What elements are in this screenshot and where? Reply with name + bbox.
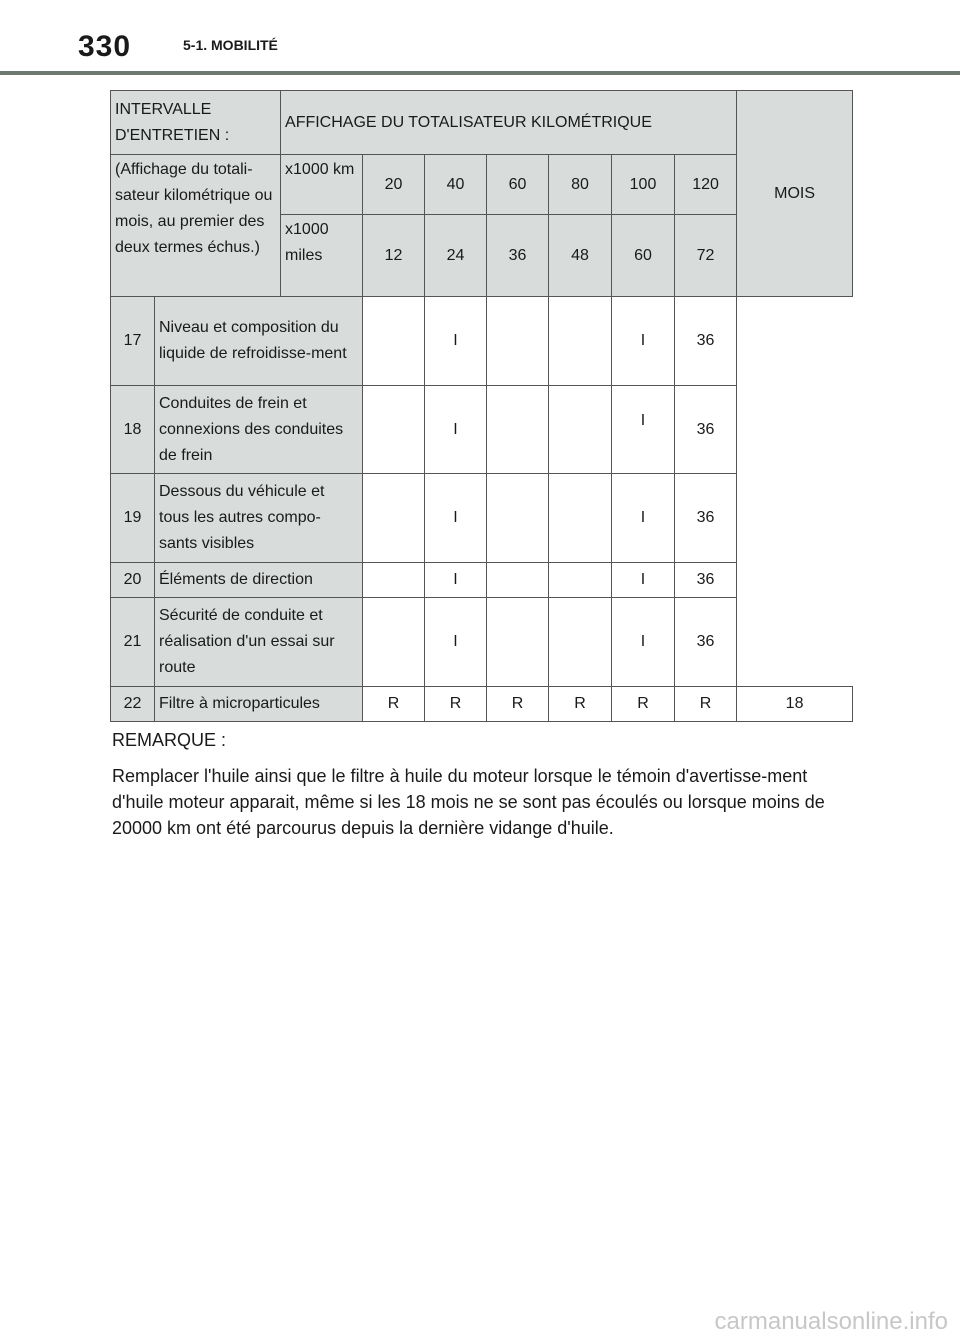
table-row [111,687,853,722]
row-cell: I [425,297,487,386]
row-cell [363,297,425,386]
row-item: Dessous du véhicule et tous les autres compo-sants visibles [155,474,363,563]
table-row [111,386,853,474]
row-months: 36 [675,563,737,598]
row-cell [549,474,612,563]
header-odometer: AFFICHAGE DU TOTALISATEUR KILOMÉTRIQUE [281,91,737,155]
row-item: Filtre à microparticules [155,687,363,722]
row-cell [487,563,549,598]
row-cell [363,474,425,563]
watermark: carmanualsonline.info [714,1308,948,1335]
row-item: Sécurité de conduite et réalisation d'un essai sur route [155,598,363,687]
km-value: 40 [425,155,487,215]
row-cell: I [612,297,675,386]
row-cell [549,297,612,386]
maintenance-table [110,90,853,722]
row-cell: R [612,687,675,722]
row-cell [363,598,425,687]
row-number: 21 [111,598,155,687]
miles-label: x1000 miles [281,215,363,297]
row-cell [487,297,549,386]
table-row [111,563,853,598]
row-number: 18 [111,386,155,474]
miles-value: 36 [487,215,549,297]
row-cell: R [549,687,612,722]
row-cell: R [425,687,487,722]
row-cell [549,563,612,598]
row-item: Conduites de frein et connexions des conduites de frein [155,386,363,474]
row-months: 36 [675,598,737,687]
miles-value: 60 [612,215,675,297]
row-months: 36 [675,297,737,386]
header-months: MOIS [737,91,853,297]
km-value: 60 [487,155,549,215]
miles-value: 72 [675,215,737,297]
row-cell: I [612,598,675,687]
row-cell [487,474,549,563]
row-months: 36 [675,386,737,474]
km-label: x1000 km [281,155,363,215]
row-number: 19 [111,474,155,563]
row-cell [549,386,612,474]
table-row [111,598,853,687]
km-value: 120 [675,155,737,215]
miles-value: 48 [549,215,612,297]
table-row [111,474,853,563]
row-cell [363,563,425,598]
row-cell-value: I [640,411,646,429]
miles-value: 12 [363,215,425,297]
page-number: 330 [78,30,132,63]
row-item: Éléments de direction [155,563,363,598]
km-value: 20 [363,155,425,215]
header-interval: INTERVALLE D'ENTRETIEN : [111,91,281,155]
row-months: 36 [675,474,737,563]
header-rule [0,71,960,75]
note-body: Remplacer l'huile ainsi que le filtre à huile du moteur lorsque le témoin d'avertisse-ment d'huile moteur apparait, même si les 18 mois ne se sont pas écoulés ou lorsque moins de 20000 km ont été parcourus depuis la dernière vidange d'huile. [112,766,825,838]
row-cell: I [425,598,487,687]
row-cell: R [487,687,549,722]
row-cell: I [612,474,675,563]
header-note: (Affichage du totali-sateur kilométrique ou mois, au premier des deux termes échus.) [111,155,281,297]
row-cell [363,386,425,474]
row-cell: I [425,386,487,474]
row-cell: R [675,687,737,722]
row-number: 20 [111,563,155,598]
km-value: 100 [612,155,675,215]
row-cell: I [425,563,487,598]
row-cell: R [363,687,425,722]
row-cell: I [612,563,675,598]
note-heading: REMARQUE : [112,730,227,750]
row-months: 18 [737,687,853,722]
row-cell [487,386,549,474]
row-item: Niveau et composition du liquide de refroidisse-ment [155,297,363,386]
row-number: 22 [111,687,155,722]
row-cell [549,598,612,687]
table-row [111,297,853,386]
section-title: 5-1. MOBILITÉ [183,37,278,53]
row-number: 17 [111,297,155,386]
miles-value: 24 [425,215,487,297]
row-cell [487,598,549,687]
km-value: 80 [549,155,612,215]
row-cell: I [425,474,487,563]
row-cell [612,386,675,474]
